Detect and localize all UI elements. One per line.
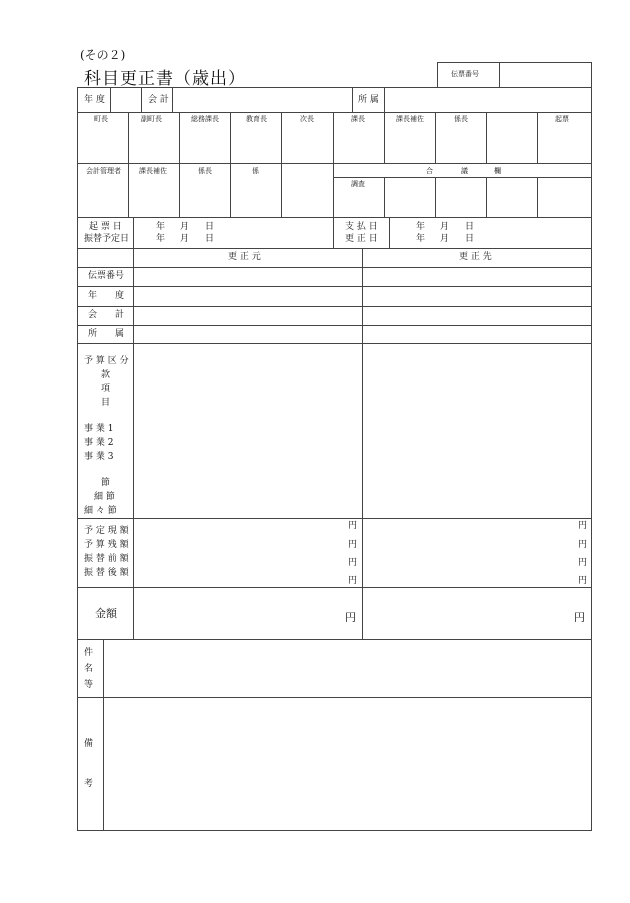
shiharai-day: 日 [465,222,475,232]
budget-saisetsu: 細 節 [94,492,115,502]
row-denpyo-label: 伝票番号 [88,271,125,281]
budget-saisaisetsu: 細 々 節 [84,506,117,516]
gogi-label-3: 欄 [494,167,501,175]
kosei-year: 年 [416,234,426,244]
kingaku-label: 金額 [95,607,117,620]
row-shozoku-label: 所 属 [88,329,125,339]
furikae-year: 年 [156,234,166,244]
approval-jicho: 次長 [300,115,314,123]
budget-setsu: 節 [101,478,111,488]
approval-kacho: 課長 [351,115,365,123]
kingaku-yen-moto: 円 [345,611,356,624]
amount-furikae-go: 振 替 後 額 [84,568,129,578]
voucher-number-label: 伝票番号 [451,70,479,78]
furikae-day: 日 [205,234,215,244]
gogi-label-1: 合 [426,167,433,175]
approval-kakari: 係 [252,167,259,175]
yen-saki-1: 円 [578,521,588,531]
biko-1: 備 [84,739,94,749]
kenmei-3: 等 [84,680,94,690]
shozoku-label: 所 属 [358,95,379,105]
amount-yosan-zangaku: 予 算 残 額 [84,540,129,550]
approval-kakaricho-2: 係長 [198,167,212,175]
biko-field[interactable] [104,698,591,830]
approval-kaikei-kanrisha: 会計管理者 [86,167,121,175]
row-nendo-label: 年 度 [88,291,125,301]
kenmei-field[interactable] [104,640,591,696]
yen-saki-4: 円 [578,576,588,586]
kenmei-1: 件 [84,648,94,658]
approval-fuku-chocho: 副町長 [141,115,162,123]
kosei-month: 月 [440,234,450,244]
amount-yotei-gengaku: 予 定 現 額 [84,526,129,536]
form-subtitle: (その２) [80,48,126,62]
yen-moto-1: 円 [348,521,358,531]
kaikei-label: 会 計 [148,95,169,105]
approval-kihyo: 起票 [555,115,569,123]
shiharai-date-label: 支 払 日 [345,222,378,232]
form-title: 科目更正書（歳出） [84,69,246,89]
budget-ko: 項 [101,384,111,394]
budget-jigyo-3: 事 業 3 [84,452,114,462]
budget-kan: 款 [101,370,111,380]
kihyo-day: 日 [205,222,215,232]
gogi-label-2: 議 [461,167,468,175]
shiharai-month: 月 [440,222,450,232]
approval-kyoikucho: 教育長 [246,115,267,123]
yen-moto-3: 円 [348,558,358,568]
yen-moto-4: 円 [348,576,358,586]
kingaku-yen-saki: 円 [574,611,585,624]
furikae-month: 月 [180,234,190,244]
budget-jigyo-1: 事 業 1 [84,424,114,434]
furikae-yotei-label: 振替予定日 [84,234,130,244]
column-kosei-saki: 更 正 先 [459,252,492,262]
budget-yosan-kubun: 予 算 区 分 [84,356,129,366]
budget-moku: 目 [101,398,111,408]
approval-somu-kacho: 総務課長 [191,115,219,123]
kihyo-year: 年 [156,222,166,232]
amount-furikae-mae: 振 替 前 額 [84,554,129,564]
nendo-label: 年 度 [84,95,105,105]
approval-chocho: 町長 [94,115,108,123]
yen-moto-2: 円 [348,540,358,550]
kihyo-month: 月 [180,222,190,232]
kihyo-date-label: 起 票 日 [89,222,122,232]
column-kosei-moto: 更 正 元 [228,252,261,262]
approval-kacho-hosa: 課長補佐 [396,115,424,123]
approval-kacho-hosa-2: 課長補佐 [139,167,167,175]
kenmei-2: 名 [84,664,94,674]
shiharai-year: 年 [416,222,426,232]
kosei-day: 日 [465,234,475,244]
budget-jigyo-2: 事 業 2 [84,438,114,448]
chosa-label: 調査 [351,180,365,188]
row-kaikei-label: 会 計 [88,310,125,320]
yen-saki-2: 円 [578,540,588,550]
kosei-date-label: 更 正 日 [345,234,378,244]
approval-kakaricho: 係長 [454,115,468,123]
voucher-number-field[interactable] [500,63,591,87]
biko-2: 考 [84,779,94,789]
yen-saki-3: 円 [578,558,588,568]
